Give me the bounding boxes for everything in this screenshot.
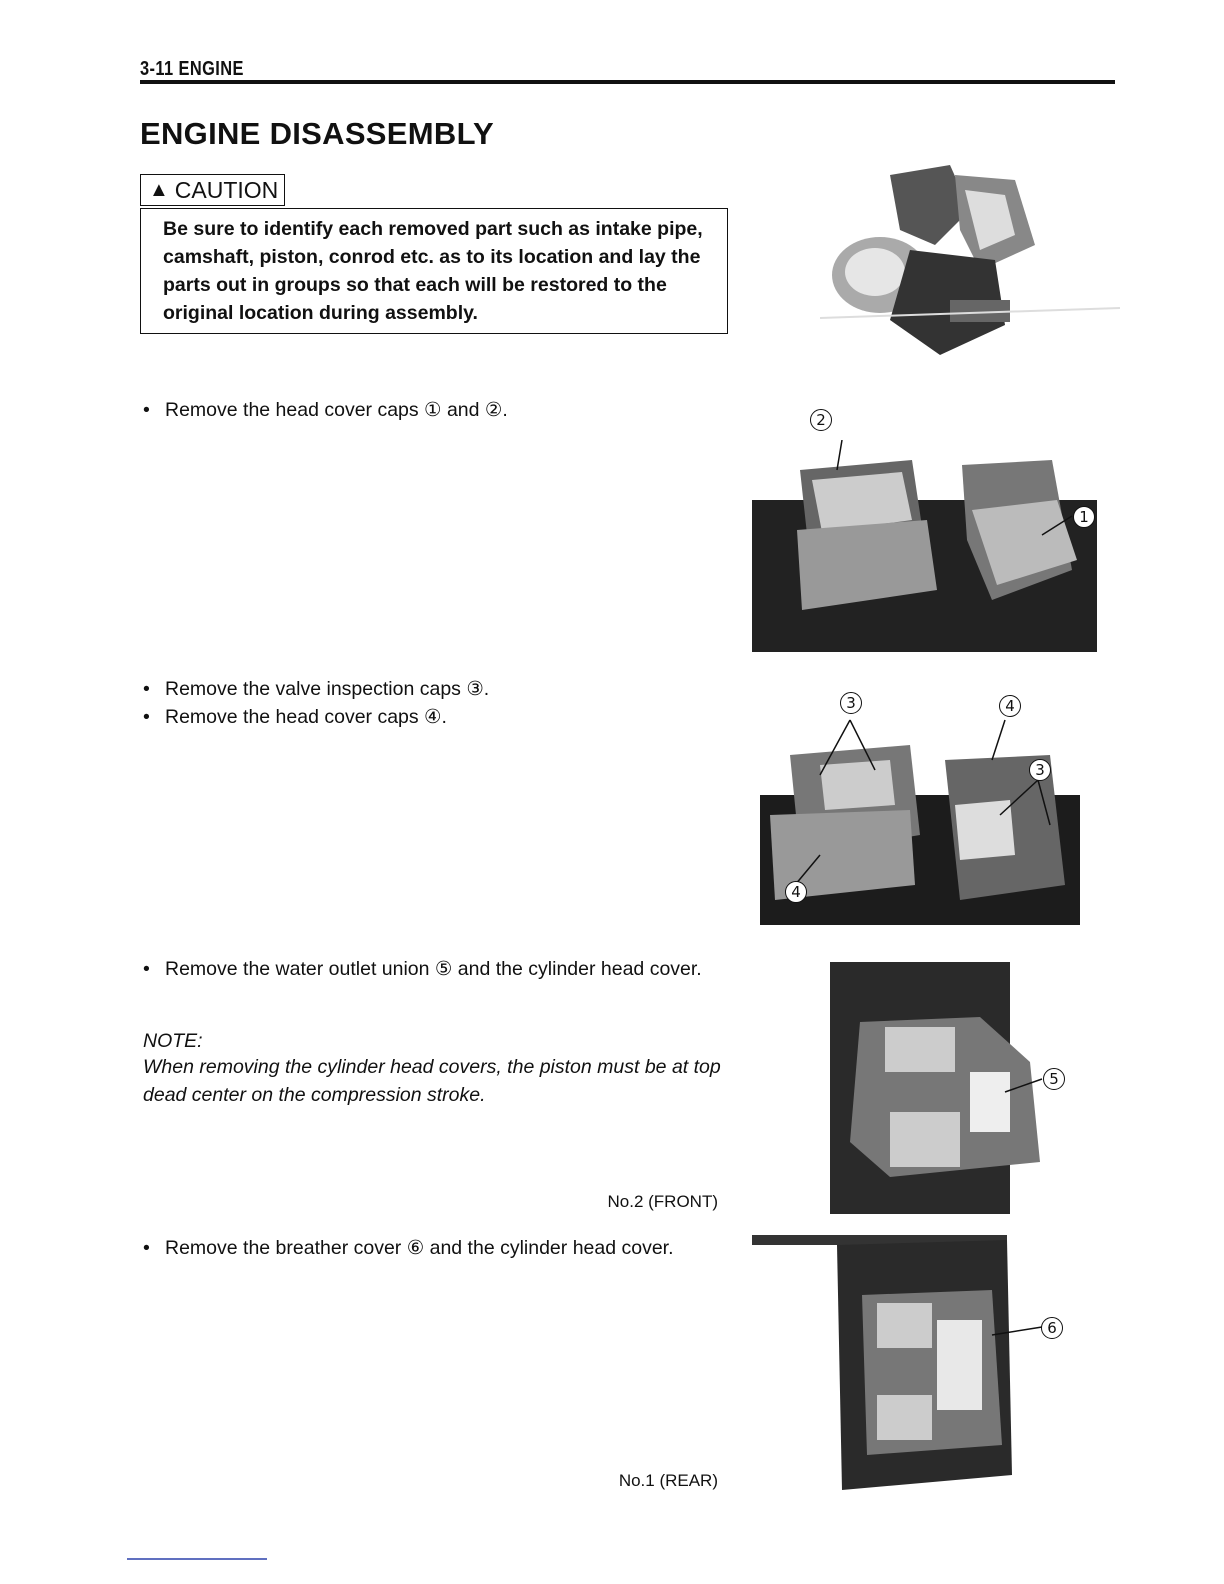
bullet-icon: • [143,706,150,728]
note-label: NOTE: [143,1030,203,1052]
callout-5: 5 [1043,1068,1065,1090]
step-3-text: Remove the head cover caps ④. [165,706,447,728]
caution-label [140,174,285,206]
note-text: When removing the cylinder head covers, the piston must be at top dead center on the compression stroke. [143,1056,721,1106]
header-rule [140,80,1115,84]
warning-triangle-icon: ▲ [149,179,169,201]
callout-1: 1 [1073,506,1095,528]
footer-rule [127,1558,267,1560]
bullet-icon: • [143,678,150,700]
step-2 [143,675,723,703]
bullet-icon: • [143,958,150,980]
caption-front: No.2 (FRONT) [607,1192,718,1211]
bullet-icon: • [143,399,150,421]
head-cover-caps-photo [752,440,1097,652]
caption-rear: No.1 (REAR) [618,1471,718,1490]
water-outlet-union-photo [830,962,1060,1217]
engine-overview-photo [820,150,1120,375]
caution-label-text: CAUTION [174,177,279,203]
callout-4a: 4 [999,695,1021,717]
step-4-text: Remove the water outlet union ⑤ and the cylinder head cover. [165,958,702,980]
step-4 [143,955,723,983]
step-5-text: Remove the breather cover ⑥ and the cylinder head cover. [165,1237,674,1259]
callout-6: 6 [1041,1317,1063,1339]
callout-3a: 3 [840,692,862,714]
valve-inspection-caps-photo [760,715,1080,930]
callout-3b: 3 [1029,759,1051,781]
callout-2: 2 [810,409,832,431]
step-2-text: Remove the valve inspection caps ③. [165,678,490,700]
bullet-icon: • [143,1237,150,1259]
section-header: 3-11 ENGINE [140,58,244,80]
page-title: ENGINE DISASSEMBLY [140,116,494,151]
step-3 [143,703,723,731]
breather-cover-photo [752,1235,1067,1495]
step-1-text: Remove the head cover caps ① and ②. [165,399,508,421]
step-5 [143,1234,743,1262]
step-1 [143,396,723,424]
caution-box: Be sure to identify each removed part such as intake pipe, camshaft, piston, conrod etc. as to its location and lay the parts out in groups so that each will be restored to the original location during assembly. [140,208,728,334]
callout-4b: 4 [785,881,807,903]
